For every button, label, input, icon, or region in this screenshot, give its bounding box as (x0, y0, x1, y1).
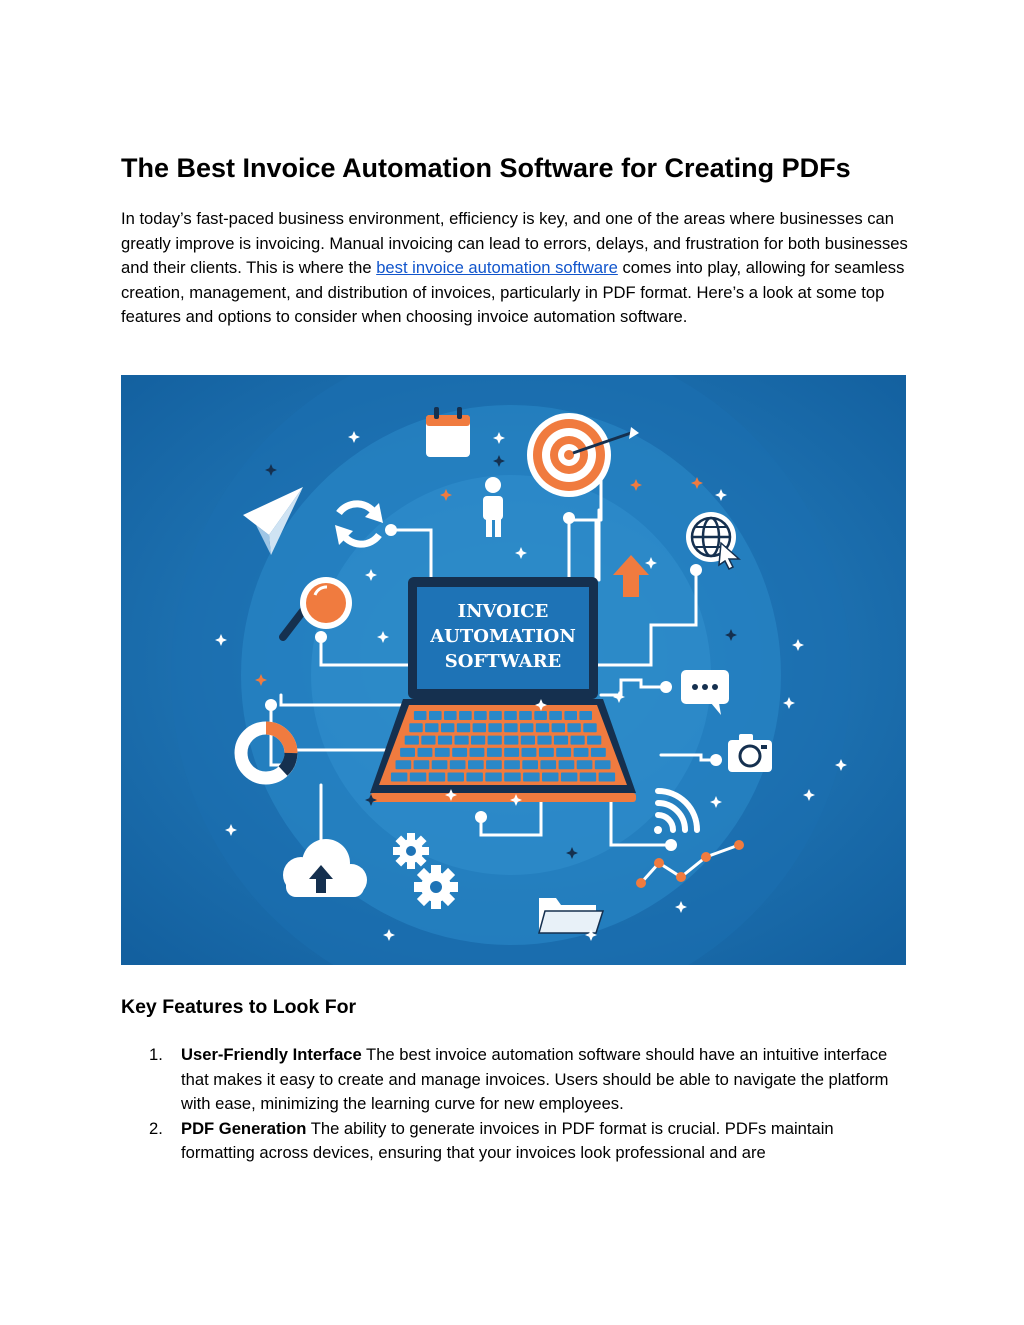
laptop-icon (370, 577, 636, 802)
feature-text: The ability to generate invoices in PDF format is crucial. PDFs maintain formatting across devices, ensuring that your invoices look professional and are (181, 1118, 834, 1163)
intro-text-after-link: comes into play, allowing for seamless creation, management, and distribution of invoices, particularly in PDF format. Here’s a look at some top features and options to consider when choosing invoice automation software. (121, 258, 905, 327)
feature-list (0, 1043, 906, 1166)
screen-line-2: AUTOMATION (430, 626, 576, 647)
intro-paragraph (121, 207, 911, 330)
list-item (0, 1117, 906, 1166)
list-number: 2. (149, 1118, 163, 1138)
feature-text: The best invoice automation software should have an intuitive interface that makes it easy to create and manage invoices. Users should be able to navigate the platform with ease, minimizing the learning curve for new employees. (181, 1045, 889, 1114)
list-item (0, 1043, 906, 1117)
screen-line-3: SOFTWARE (444, 651, 562, 672)
feature-label: PDF Generation (181, 1118, 307, 1138)
section-heading: Key Features to Look For (121, 996, 357, 1018)
page-title: The Best Invoice Automation Software for Creating PDFs (121, 153, 851, 183)
invoice-automation-illustration (121, 375, 906, 965)
list-number: 1. (149, 1045, 163, 1064)
feature-label: User-Friendly Interface (181, 1045, 362, 1064)
intro-text-before-link: In today’s fast-paced business environment, efficiency is key, and one of the areas where businesses can greatly improve is invoicing. Manual invoicing can lead to errors, delays, and frustration for both businesses and their clients. This is where the (121, 209, 908, 278)
invoice-software-link[interactable]: best invoice automation software (376, 258, 618, 278)
screen-line-1: INVOICE (457, 601, 549, 622)
